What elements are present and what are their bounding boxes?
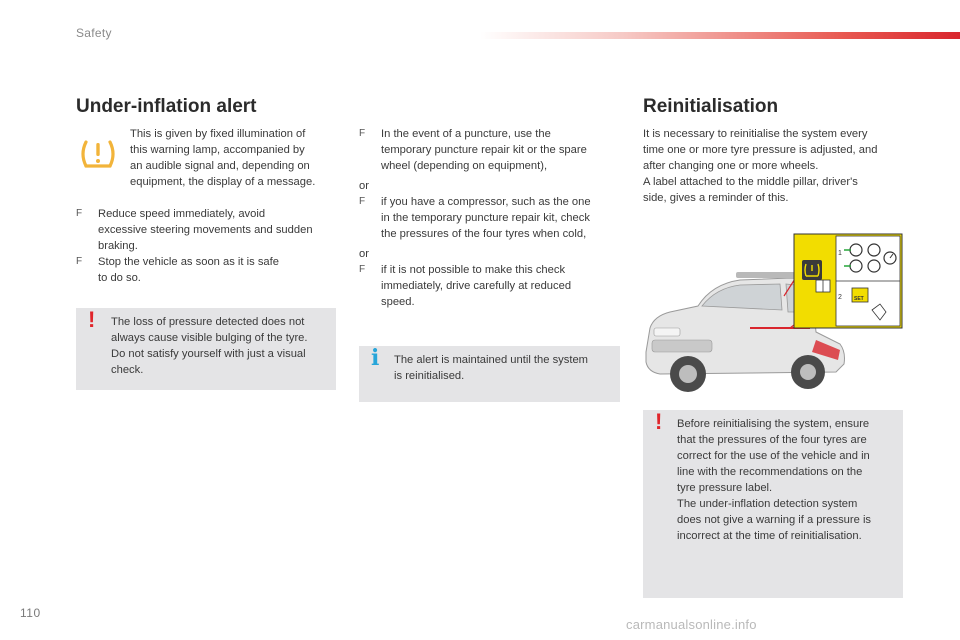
bullet-item: F Reduce speed immediately, avoid excessive steering movements and sudden braking. xyxy=(76,208,313,252)
page-number: 110 xyxy=(20,606,41,620)
under-inflation-title: Under-inflation alert xyxy=(76,96,257,117)
header-accent-bar xyxy=(480,32,960,39)
bullet-marker: F xyxy=(359,128,366,139)
watermark: carmanualsonline.info xyxy=(626,617,757,632)
middle-info-note: i The alert is maintained until the system is reinitialised. xyxy=(359,346,620,402)
info-icon: i xyxy=(371,345,380,371)
left-bullet-list xyxy=(76,206,346,286)
section-label: Safety xyxy=(76,26,112,40)
reinitialisation-title: Reinitialisation xyxy=(643,96,779,117)
label-step-number: 1 xyxy=(838,250,842,257)
tyre-warning-icon xyxy=(78,136,118,172)
intro-text: This is given by fixed illumination of this warning lamp, accompanied by an audible signal and, depending on equipment, the display of a message. xyxy=(130,128,316,188)
bullet-item: F if it is not possible to make this check immediately, drive carefully at reduced speed. xyxy=(359,264,572,308)
bullet-item: F if you have a compressor, such as the one in the temporary puncture repair kit, check the pressures of the four tyres when cold, xyxy=(359,196,591,240)
or-separator: or xyxy=(359,248,369,260)
left-warning-note: ! The loss of pressure detected does not always cause visible bulging of the tyre. Do not satisfy yourself with just a visual check. xyxy=(76,308,336,390)
warning-exclamation-icon: ! xyxy=(655,409,663,434)
bullet-marker: F xyxy=(359,264,366,275)
reinitialisation-text: It is necessary to reinitialise the system every time one or more tyre pressure is adjusted, and after changing one or more wheels. A label attached to the middle pillar, driver's side, gives a reminder of this. xyxy=(643,128,878,204)
label-step-number: 2 xyxy=(838,294,842,301)
or-separator: or xyxy=(359,180,369,192)
bullet-marker: F xyxy=(359,196,366,207)
right-warning-note: ! Before reinitialising the system, ensure that the pressures of the four tyres are correct for the use of the vehicle and in line with the recommendations on the tyre pressure label. The under-inflation detection system does not give a warning if a pressure is incorrect at the time of reinitialisation. xyxy=(643,410,903,598)
bullet-marker: F xyxy=(76,208,83,219)
set-button-label: SET xyxy=(854,296,864,302)
car-illustration xyxy=(640,232,910,402)
bullet-item: F In the event of a puncture, use the temporary puncture repair kit or the spare wheel (depending on equipment), xyxy=(359,128,587,172)
warning-exclamation-icon: ! xyxy=(88,307,96,332)
bullet-item: F Stop the vehicle as soon as it is safe to do so. xyxy=(76,256,279,284)
bullet-marker: F xyxy=(76,256,83,267)
middle-bullet-list xyxy=(359,126,624,310)
